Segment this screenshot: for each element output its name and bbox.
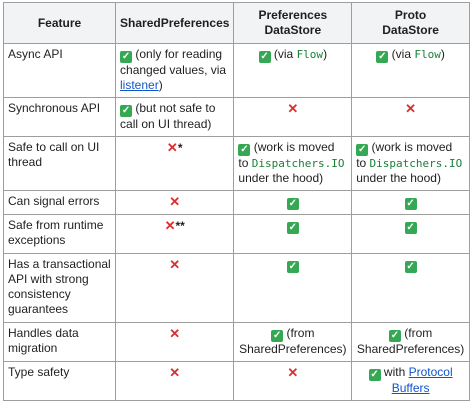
code-flow: Flow — [296, 48, 324, 61]
sp-cell — [116, 215, 234, 254]
proto-cell — [352, 254, 470, 323]
cross-icon: ✕ — [169, 365, 181, 380]
feature-cell: Has a transactional API with strong consistency guarantees — [4, 254, 116, 323]
proto-cell: ✓ with Protocol Buffers — [352, 362, 470, 401]
check-icon: ✓ — [288, 261, 297, 272]
check-icon: ✓ — [240, 144, 249, 155]
check-icon: ✓ — [260, 51, 269, 62]
cross-icon: ✕ — [287, 365, 299, 380]
feature-cell: Can signal errors — [4, 191, 116, 215]
header-proto-datastore: Proto DataStore — [352, 3, 470, 44]
table-row — [4, 215, 470, 254]
feature-cell: Handles data migration — [4, 323, 116, 362]
check-icon: ✓ — [406, 222, 415, 233]
table-row — [4, 191, 470, 215]
sp-cell: ✓ (only for reading changed values, via listener) — [116, 44, 234, 98]
pref-cell: ✓ (from SharedPreferences) — [234, 323, 352, 362]
feature-cell: Safe to call on UI thread — [4, 137, 116, 191]
protocol-buffers-link[interactable]: Protocol Buffers — [391, 365, 453, 395]
code-dispatchers-io: Dispatchers.IO — [251, 157, 345, 170]
check-icon: ✓ — [121, 51, 131, 62]
code-dispatchers-io: Dispatchers.IO — [369, 157, 463, 170]
check-icon: ✓ — [121, 105, 131, 116]
feature-cell: Type safety — [4, 362, 116, 401]
table-row — [4, 137, 470, 191]
table-row — [4, 254, 470, 323]
check-icon: ✓ — [272, 330, 282, 341]
pref-cell — [234, 215, 352, 254]
sp-cell — [116, 362, 234, 401]
listener-link[interactable]: listener — [120, 78, 159, 92]
check-icon: ✓ — [288, 222, 297, 233]
feature-cell: Async API — [4, 44, 116, 98]
pref-cell: ✓ (via Flow) — [234, 44, 352, 98]
check-icon: ✓ — [288, 198, 297, 209]
sp-cell — [116, 191, 234, 215]
header-preferences-datastore: Preferences DataStore — [234, 3, 352, 44]
proto-cell — [352, 98, 470, 137]
check-icon: ✓ — [406, 198, 415, 209]
proto-cell: ✓ (via Flow) — [352, 44, 470, 98]
cross-icon: ✕ — [169, 326, 181, 341]
check-icon: ✓ — [390, 330, 400, 341]
datastore-comparison-table — [3, 2, 470, 401]
comparison-table-container — [3, 2, 470, 401]
sp-cell — [116, 254, 234, 323]
check-icon: ✓ — [358, 144, 367, 155]
cross-icon: ✕ — [166, 140, 178, 155]
header-feature: Feature — [4, 3, 116, 44]
footnote-marker: * — [177, 141, 183, 155]
check-icon: ✓ — [406, 261, 415, 272]
table-row — [4, 323, 470, 362]
footnote-marker: ** — [175, 219, 185, 233]
check-icon: ✓ — [378, 51, 387, 62]
pref-cell — [234, 98, 352, 137]
pref-cell: ✓ (work is moved to Dispatchers.IO under the hood) — [234, 137, 352, 191]
pref-cell — [234, 191, 352, 215]
sp-cell — [116, 323, 234, 362]
cross-icon: ✕ — [169, 194, 181, 209]
cross-icon: ✕ — [287, 101, 299, 116]
pref-cell — [234, 362, 352, 401]
cross-icon: ✕ — [405, 101, 417, 116]
feature-cell: Safe from runtime exceptions — [4, 215, 116, 254]
pref-cell — [234, 254, 352, 323]
table-row — [4, 44, 470, 98]
check-icon: ✓ — [370, 369, 379, 380]
cross-icon: ✕ — [164, 218, 176, 233]
sp-cell: ✓ (but not safe to call on UI thread) — [116, 98, 234, 137]
proto-cell: ✓ (work is moved to Dispatchers.IO under the hood) — [352, 137, 470, 191]
proto-cell — [352, 191, 470, 215]
proto-cell — [352, 215, 470, 254]
header-shared-preferences: SharedPreferences — [116, 3, 234, 44]
proto-cell: ✓ (from SharedPreferences) — [352, 323, 470, 362]
code-flow: Flow — [414, 48, 441, 61]
sp-cell — [116, 137, 234, 191]
table-row — [4, 98, 470, 137]
table-row — [4, 362, 470, 401]
feature-cell: Synchronous API — [4, 98, 116, 137]
header-row — [4, 3, 470, 44]
cross-icon: ✕ — [169, 257, 181, 272]
